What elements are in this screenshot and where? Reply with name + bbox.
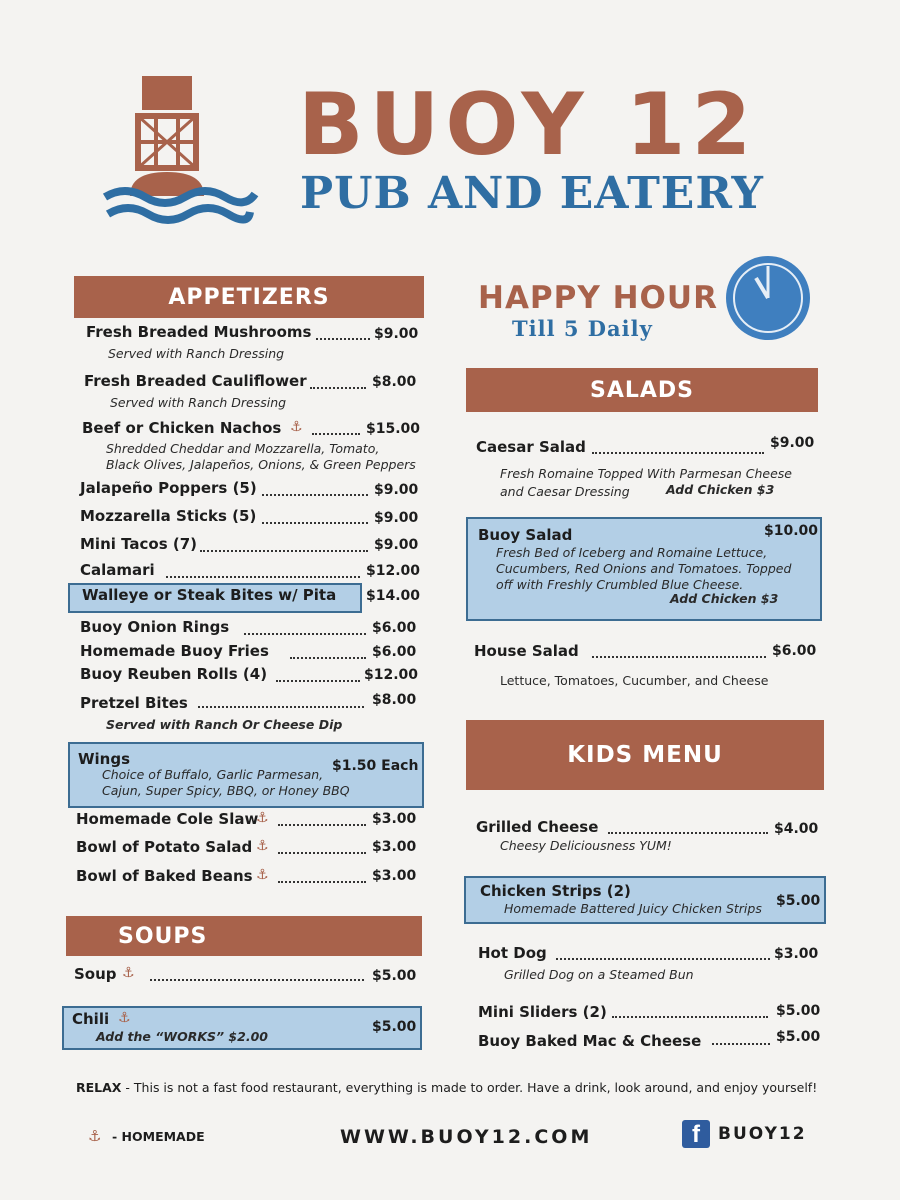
menu-item-price: $6.00 — [372, 644, 417, 660]
menu-item-name: Calamari — [80, 561, 155, 579]
menu-item-price: $4.00 — [774, 821, 819, 837]
menu-item-description: Homemade Battered Juicy Chicken Strips — [504, 901, 762, 916]
menu-item-price: $14.00 — [366, 588, 421, 604]
homemade-legend: - HOMEMADE — [112, 1129, 205, 1144]
relax-text: - This is not a fast food restaurant, everything is made to order. Have a drink, look around, and enjoy yourself! — [121, 1080, 818, 1095]
menu-item-price: $3.00 — [372, 811, 417, 827]
menu-item-name: Buoy Reuben Rolls (4) — [80, 665, 268, 683]
menu-item-name: Mini Tacos (7) — [80, 535, 198, 553]
soups-heading: SOUPS — [66, 916, 422, 956]
menu-item-name: Buoy Salad — [478, 526, 573, 544]
website-link[interactable]: WWW.BUOY12.COM — [340, 1126, 593, 1148]
menu-item-price: $5.00 — [776, 893, 821, 909]
menu-item-price: $9.00 — [374, 482, 419, 498]
anchor-icon: ⚓ — [256, 810, 269, 826]
menu-item-name: Walleye or Steak Bites w/ Pita — [82, 586, 337, 604]
menu-item-description: Black Olives, Jalapeños, Onions, & Green Peppers — [106, 457, 416, 472]
anchor-icon: ⚓ — [290, 419, 303, 435]
menu-item-description: Fresh Romaine Topped With Parmesan Cheese — [500, 466, 792, 481]
menu-item-name: Mini Sliders (2) — [478, 1003, 607, 1021]
restaurant-tagline: PUB AND EATERY — [300, 168, 764, 219]
menu-item-name: Homemade Cole Slaw — [76, 810, 259, 828]
menu-item-price: $5.00 — [372, 1019, 417, 1035]
menu-item-addon: Add Chicken $3 — [666, 482, 775, 497]
menu-item-price: $8.00 — [372, 374, 417, 390]
facebook-handle[interactable]: BUOY12 — [718, 1124, 807, 1144]
menu-item-name: Mozzarella Sticks (5) — [80, 507, 257, 525]
menu-item-price: $8.00 — [372, 692, 417, 708]
menu-item-description: Grilled Dog on a Steamed Bun — [504, 967, 694, 982]
menu-item-description: Shredded Cheddar and Mozzarella, Tomato, — [106, 441, 380, 456]
menu-item-name: Chili — [72, 1010, 110, 1028]
menu-item-addon: Add Chicken $3 — [670, 591, 779, 606]
menu-item-description: and Caesar Dressing — [500, 484, 630, 499]
menu-item-description: Served with Ranch Or Cheese Dip — [106, 717, 343, 732]
menu-item-price: $5.00 — [776, 1029, 821, 1045]
facebook-icon[interactable]: f — [682, 1120, 710, 1148]
menu-item-description: Served with Ranch Dressing — [108, 346, 285, 361]
menu-item-name: Hot Dog — [478, 944, 547, 962]
happy-hour-title: HAPPY HOUR — [478, 280, 718, 316]
menu-item-price: $3.00 — [372, 868, 417, 884]
menu-item-name: Fresh Breaded Cauliflower — [84, 372, 307, 390]
menu-item-name: Caesar Salad — [476, 438, 586, 456]
anchor-icon: ⚓ — [256, 867, 269, 883]
menu-item-name: Homemade Buoy Fries — [80, 642, 269, 660]
menu-item-price: $15.00 — [366, 421, 421, 437]
menu-item-description: Cajun, Super Spicy, BBQ, or Honey BBQ — [102, 783, 350, 798]
menu-item-price: $9.00 — [770, 435, 815, 451]
menu-item-description: Add the “WORKS” $2.00 — [96, 1029, 268, 1044]
menu-item-price: $3.00 — [372, 839, 417, 855]
menu-item-price: $5.00 — [372, 968, 417, 984]
menu-item-price: $1.50 Each — [332, 758, 419, 774]
menu-item-price: $10.00 — [764, 523, 819, 539]
anchor-icon: ⚓ — [122, 965, 135, 981]
menu-item-price: $12.00 — [366, 563, 421, 579]
menu-item-price: $9.00 — [374, 537, 419, 553]
menu-item-description: Lettuce, Tomatoes, Cucumber, and Cheese — [500, 673, 769, 688]
kids-menu-heading: KIDS MENU — [466, 720, 824, 790]
menu-item-name: Chicken Strips (2) — [480, 882, 631, 900]
menu-item-name: Bowl of Potato Salad — [76, 838, 253, 856]
menu-item-name: Jalapeño Poppers (5) — [80, 479, 257, 497]
menu-item-price: $12.00 — [364, 667, 419, 683]
menu-item-price: $6.00 — [772, 643, 817, 659]
menu-item-name: House Salad — [474, 642, 579, 660]
menu-item-name: Beef or Chicken Nachos — [82, 419, 282, 437]
menu-item-price: $5.00 — [776, 1003, 821, 1019]
anchor-icon: ⚓ — [256, 838, 269, 854]
menu-item-name: Grilled Cheese — [476, 818, 599, 836]
menu-item-name: Bowl of Baked Beans — [76, 867, 253, 885]
menu-item-price: $3.00 — [774, 946, 819, 962]
menu-item-price: $6.00 — [372, 620, 417, 636]
anchor-icon: ⚓ — [88, 1127, 102, 1145]
salads-heading: SALADS — [466, 368, 818, 412]
happy-hour-subtitle: Till 5 Daily — [512, 316, 653, 341]
appetizers-heading: APPETIZERS — [74, 276, 424, 318]
relax-note — [76, 1080, 817, 1095]
relax-label: RELAX — [76, 1080, 122, 1095]
menu-item-price: $9.00 — [374, 510, 419, 526]
menu-item-description: Cheesy Deliciousness YUM! — [500, 838, 672, 853]
menu-item-description: Fresh Bed of Iceberg and Romaine Lettuce, — [496, 545, 768, 560]
menu-item-name: Soup — [74, 965, 117, 983]
menu-item-description: off with Freshly Crumbled Blue Cheese. — [496, 577, 744, 592]
restaurant-name: BUOY 12 — [298, 75, 758, 175]
buoy-logo-icon — [100, 72, 260, 232]
menu-item-description: Cucumbers, Red Onions and Tomatoes. Topped — [496, 561, 792, 576]
menu-item-name: Pretzel Bites — [80, 694, 188, 712]
anchor-icon: ⚓ — [118, 1010, 131, 1026]
menu-item-name: Wings — [78, 750, 131, 768]
menu-item-name: Buoy Baked Mac & Cheese — [478, 1032, 702, 1050]
menu-item-description: Served with Ranch Dressing — [110, 395, 287, 410]
clock-icon — [724, 254, 812, 342]
menu-item-name: Buoy Onion Rings — [80, 618, 230, 636]
menu-item-price: $9.00 — [374, 326, 419, 342]
menu-item-description: Choice of Buffalo, Garlic Parmesan, — [102, 767, 324, 782]
menu-item-name: Fresh Breaded Mushrooms — [86, 323, 312, 341]
